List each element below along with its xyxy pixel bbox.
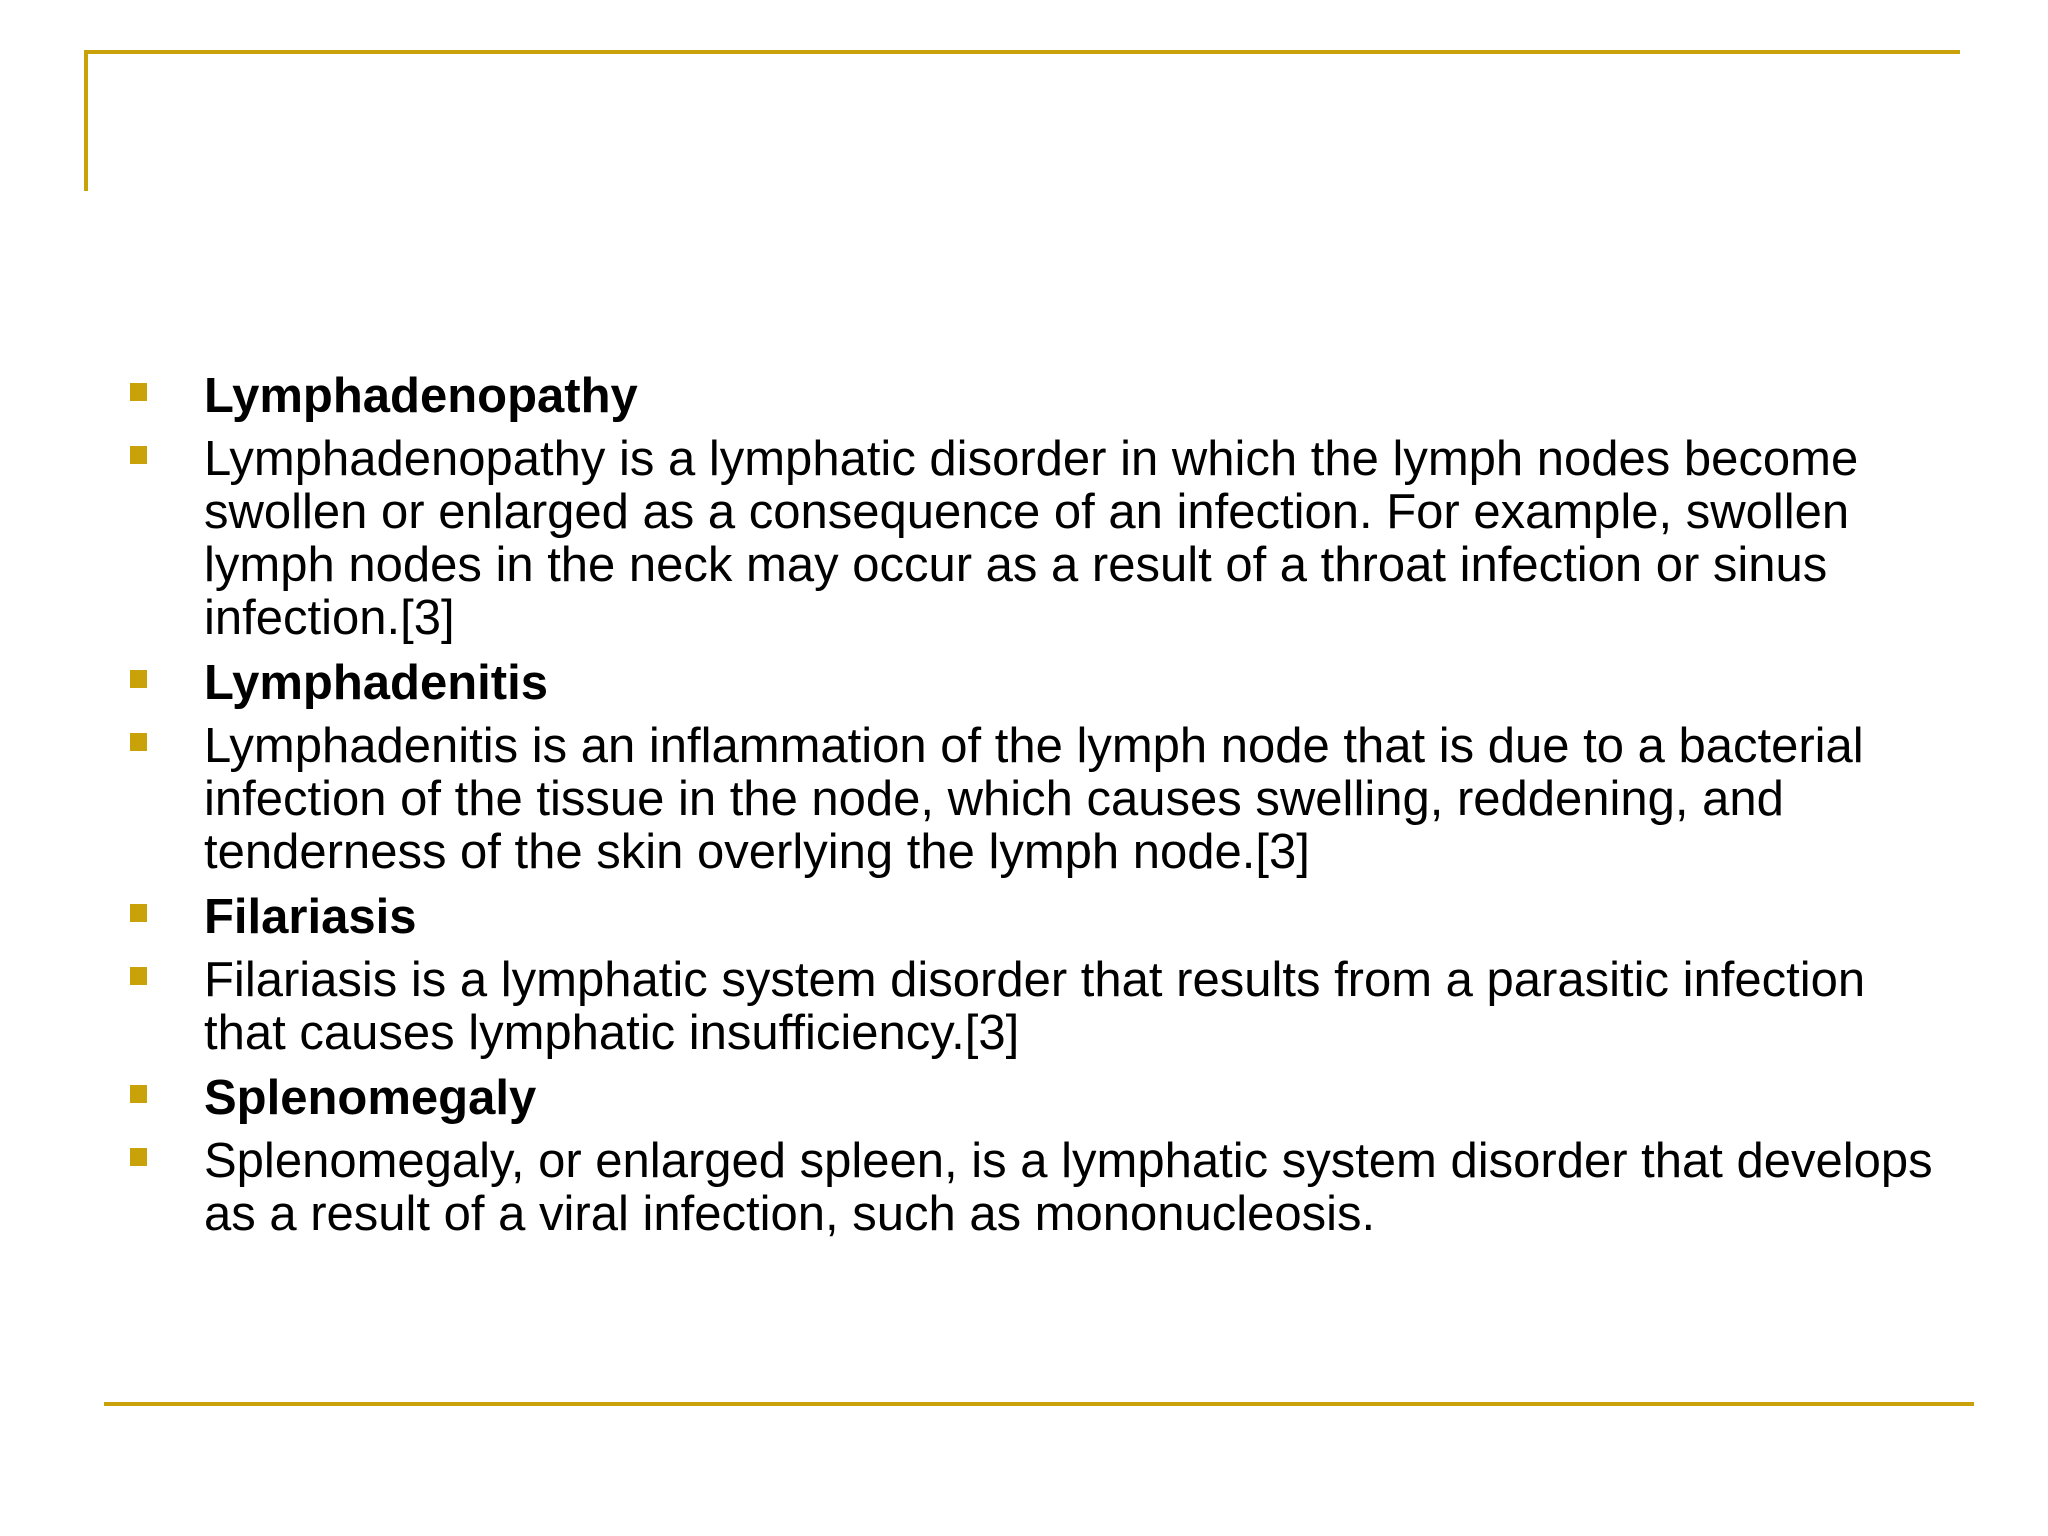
item-text: Lymphadenopathy — [204, 369, 638, 423]
item-text: Filariasis is a lymphatic system disorder that results from a parasitic infection that causes lymphatic insufficiency.[3] — [204, 953, 1866, 1060]
list-item-heading — [126, 891, 1956, 944]
list-item-description — [126, 720, 1956, 879]
square-bullet-icon — [130, 446, 147, 464]
square-bullet-icon — [130, 904, 147, 922]
square-bullet-icon — [130, 383, 147, 401]
item-text: Lymphadenitis — [204, 656, 548, 710]
list-item-heading — [126, 370, 1956, 423]
list-item-description — [126, 433, 1956, 645]
list-item-heading — [126, 657, 1956, 710]
square-bullet-icon — [130, 733, 147, 751]
square-bullet-icon — [130, 967, 147, 985]
item-text: Lymphadenitis is an inflammation of the lymph node that is due to a bacterial infection of the tissue in the node, which causes swelling, reddening, and tenderness of the skin overlying the lymph node.[3] — [204, 719, 1864, 879]
item-text: Lymphadenopathy is a lymphatic disorder in which the lymph nodes become swollen or enlarged as a consequence of an infection. For example, swollen lymph nodes in the neck may occur as a result of a throat infection or sinus infection.[3] — [204, 432, 1859, 645]
bottom-border-line — [104, 1402, 1974, 1406]
item-text: Filariasis — [204, 890, 417, 944]
bullet-list — [126, 370, 1956, 1241]
square-bullet-icon — [130, 1148, 147, 1166]
list-item-heading — [126, 1072, 1956, 1125]
square-bullet-icon — [130, 670, 147, 688]
item-text: Splenomegaly — [204, 1071, 537, 1125]
square-bullet-icon — [130, 1085, 147, 1103]
list-item-description — [126, 954, 1956, 1060]
list-item-description — [126, 1135, 1956, 1241]
left-border-line — [84, 50, 88, 191]
item-text: Splenomegaly, or enlarged spleen, is a lymphatic system disorder that develops as a result of a viral infection, such as mononucleosis. — [204, 1134, 1933, 1241]
top-border-line — [84, 50, 1960, 54]
